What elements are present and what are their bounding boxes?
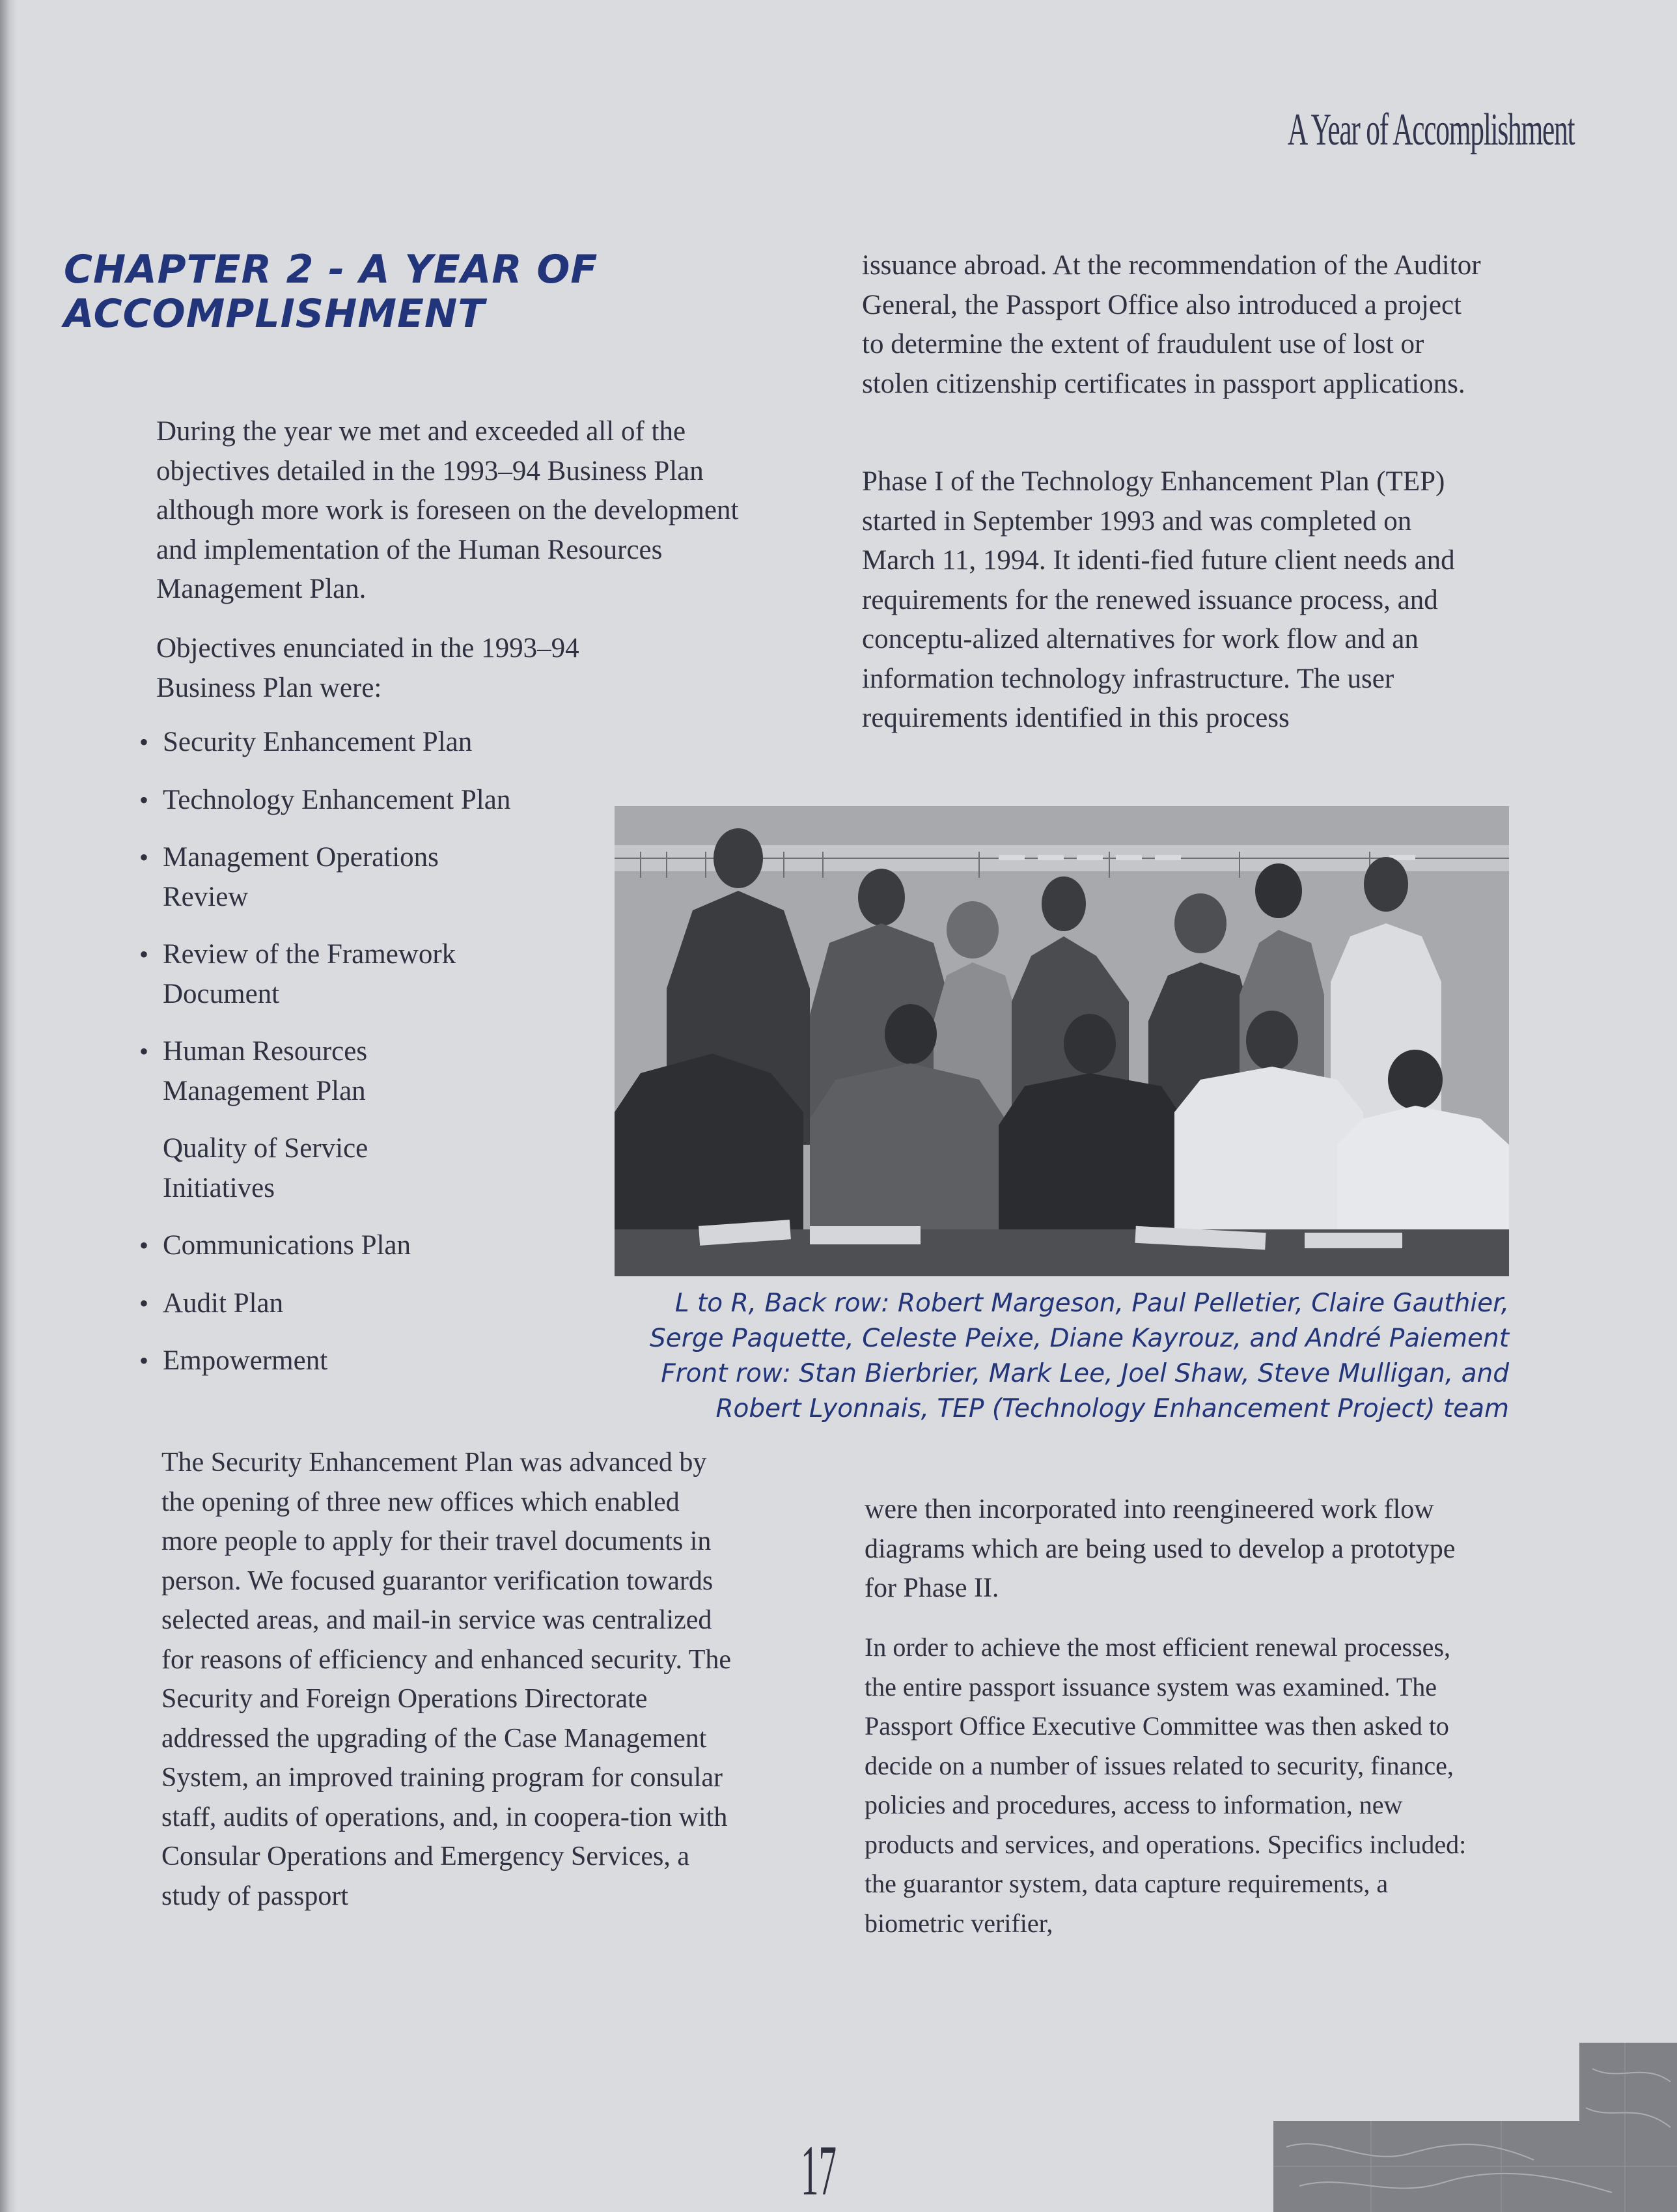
photo-caption [615, 1286, 1509, 1427]
list-item: • Audit Plan [163, 1284, 579, 1324]
list-item: • Human Resources Management Plan [163, 1032, 449, 1111]
caption-line: Front row: Stan Bierbrier, Mark Lee, Joel Shaw, Steve Mulligan, and [661, 1359, 1509, 1388]
page-number: 17 [801, 2131, 837, 2210]
list-item: • Communications Plan [163, 1226, 579, 1266]
caption-line: Serge Paquette, Celeste Peixe, Diane Kayrouz, and André Paiement [650, 1324, 1509, 1353]
intro-paragraph: During the year we met and exceeded all of the objectives detailed in the 1993–94 Business Plan although more work is foreseen on the development and implementation of the Human Resources Management Plan. [156, 416, 739, 604]
list-item: • Empowerment [163, 1341, 579, 1381]
caption-line: Robert Lyonnais, TEP (Technology Enhancement Project) team [715, 1394, 1509, 1423]
list-item: • Review of the Framework Document [163, 935, 527, 1014]
chapter-title [64, 247, 650, 336]
right-column-top-paragraph: issuance abroad. At the recommendation of the Auditor General, the Passport Office also introduced a project to determine the extent of fraudulent use of lost or stolen citizenship certificates in passport applications. [862, 250, 1481, 399]
tep-paragraph: Phase I of the Technology Enhancement Plan (TEP) started in September 1993 and was completed on March 11, 1994. It identi-fied future client needs and requirements for the renewed issuance process, and conceptu-alized alternatives for work flow and an information technology infrastructure. The user requirements identified in this process [862, 466, 1455, 733]
security-paragraph [161, 1443, 734, 1916]
chapter-title-line-1: CHAPTER 2 - A YEAR OF [64, 247, 598, 292]
caption-line: L to R, Back row: Robert Margeson, Paul Pelletier, Claire Gauthier, [674, 1289, 1509, 1318]
objectives-intro: Objectives enunciated in the 1993–94 Business Plan were: [156, 633, 579, 703]
list-item: • Technology Enhancement Plan [163, 781, 579, 820]
objectives-list [163, 723, 579, 1399]
security-paragraph-first-line: The Security Enhancement Plan [161, 1448, 513, 1477]
list-item: • Management Operations Review [163, 838, 527, 917]
page-binding-edge [0, 0, 17, 2212]
continued-paragraph: were then incorporated into reengineered work flow diagrams which are being used to develop a prototype for Phase II. [865, 1494, 1456, 1603]
team-photo [615, 806, 1509, 1276]
list-item: • Security Enhancement Plan [163, 723, 579, 763]
map-corner-decoration [1273, 2043, 1677, 2212]
renewal-paragraph: In order to achieve the most efficient renewal processes, the entire passport issuance system was examined. The Passport Office Executive Committee was then asked to decide on a number of issues related to security, finance, policies and procedures, access to information, new products and services, and operations. Specifics included: the guarantor system, data capture requirements, a biometric verifier, [865, 1632, 1467, 1938]
running-head: A Year of Accomplishment [1287, 105, 1574, 155]
list-item: Quality of Service Initiatives [163, 1133, 368, 1203]
security-paragraph-body: was advanced by the opening of three new offices which enabled more people to apply for their travel documents in person. We focused guarantor verification towards selected areas, and mail-in service was centralized for reasons of efficiency and enhanced security. The Security and Foreign Operations Directorate addressed the upgrading of the Case Management System, an improved training program for consular staff, audits of operations, and, in coopera-tion with Consular Operations and Emergency Services, a study of passport [161, 1448, 732, 1911]
chapter-title-line-2: ACCOMPLISHMENT [64, 291, 486, 337]
